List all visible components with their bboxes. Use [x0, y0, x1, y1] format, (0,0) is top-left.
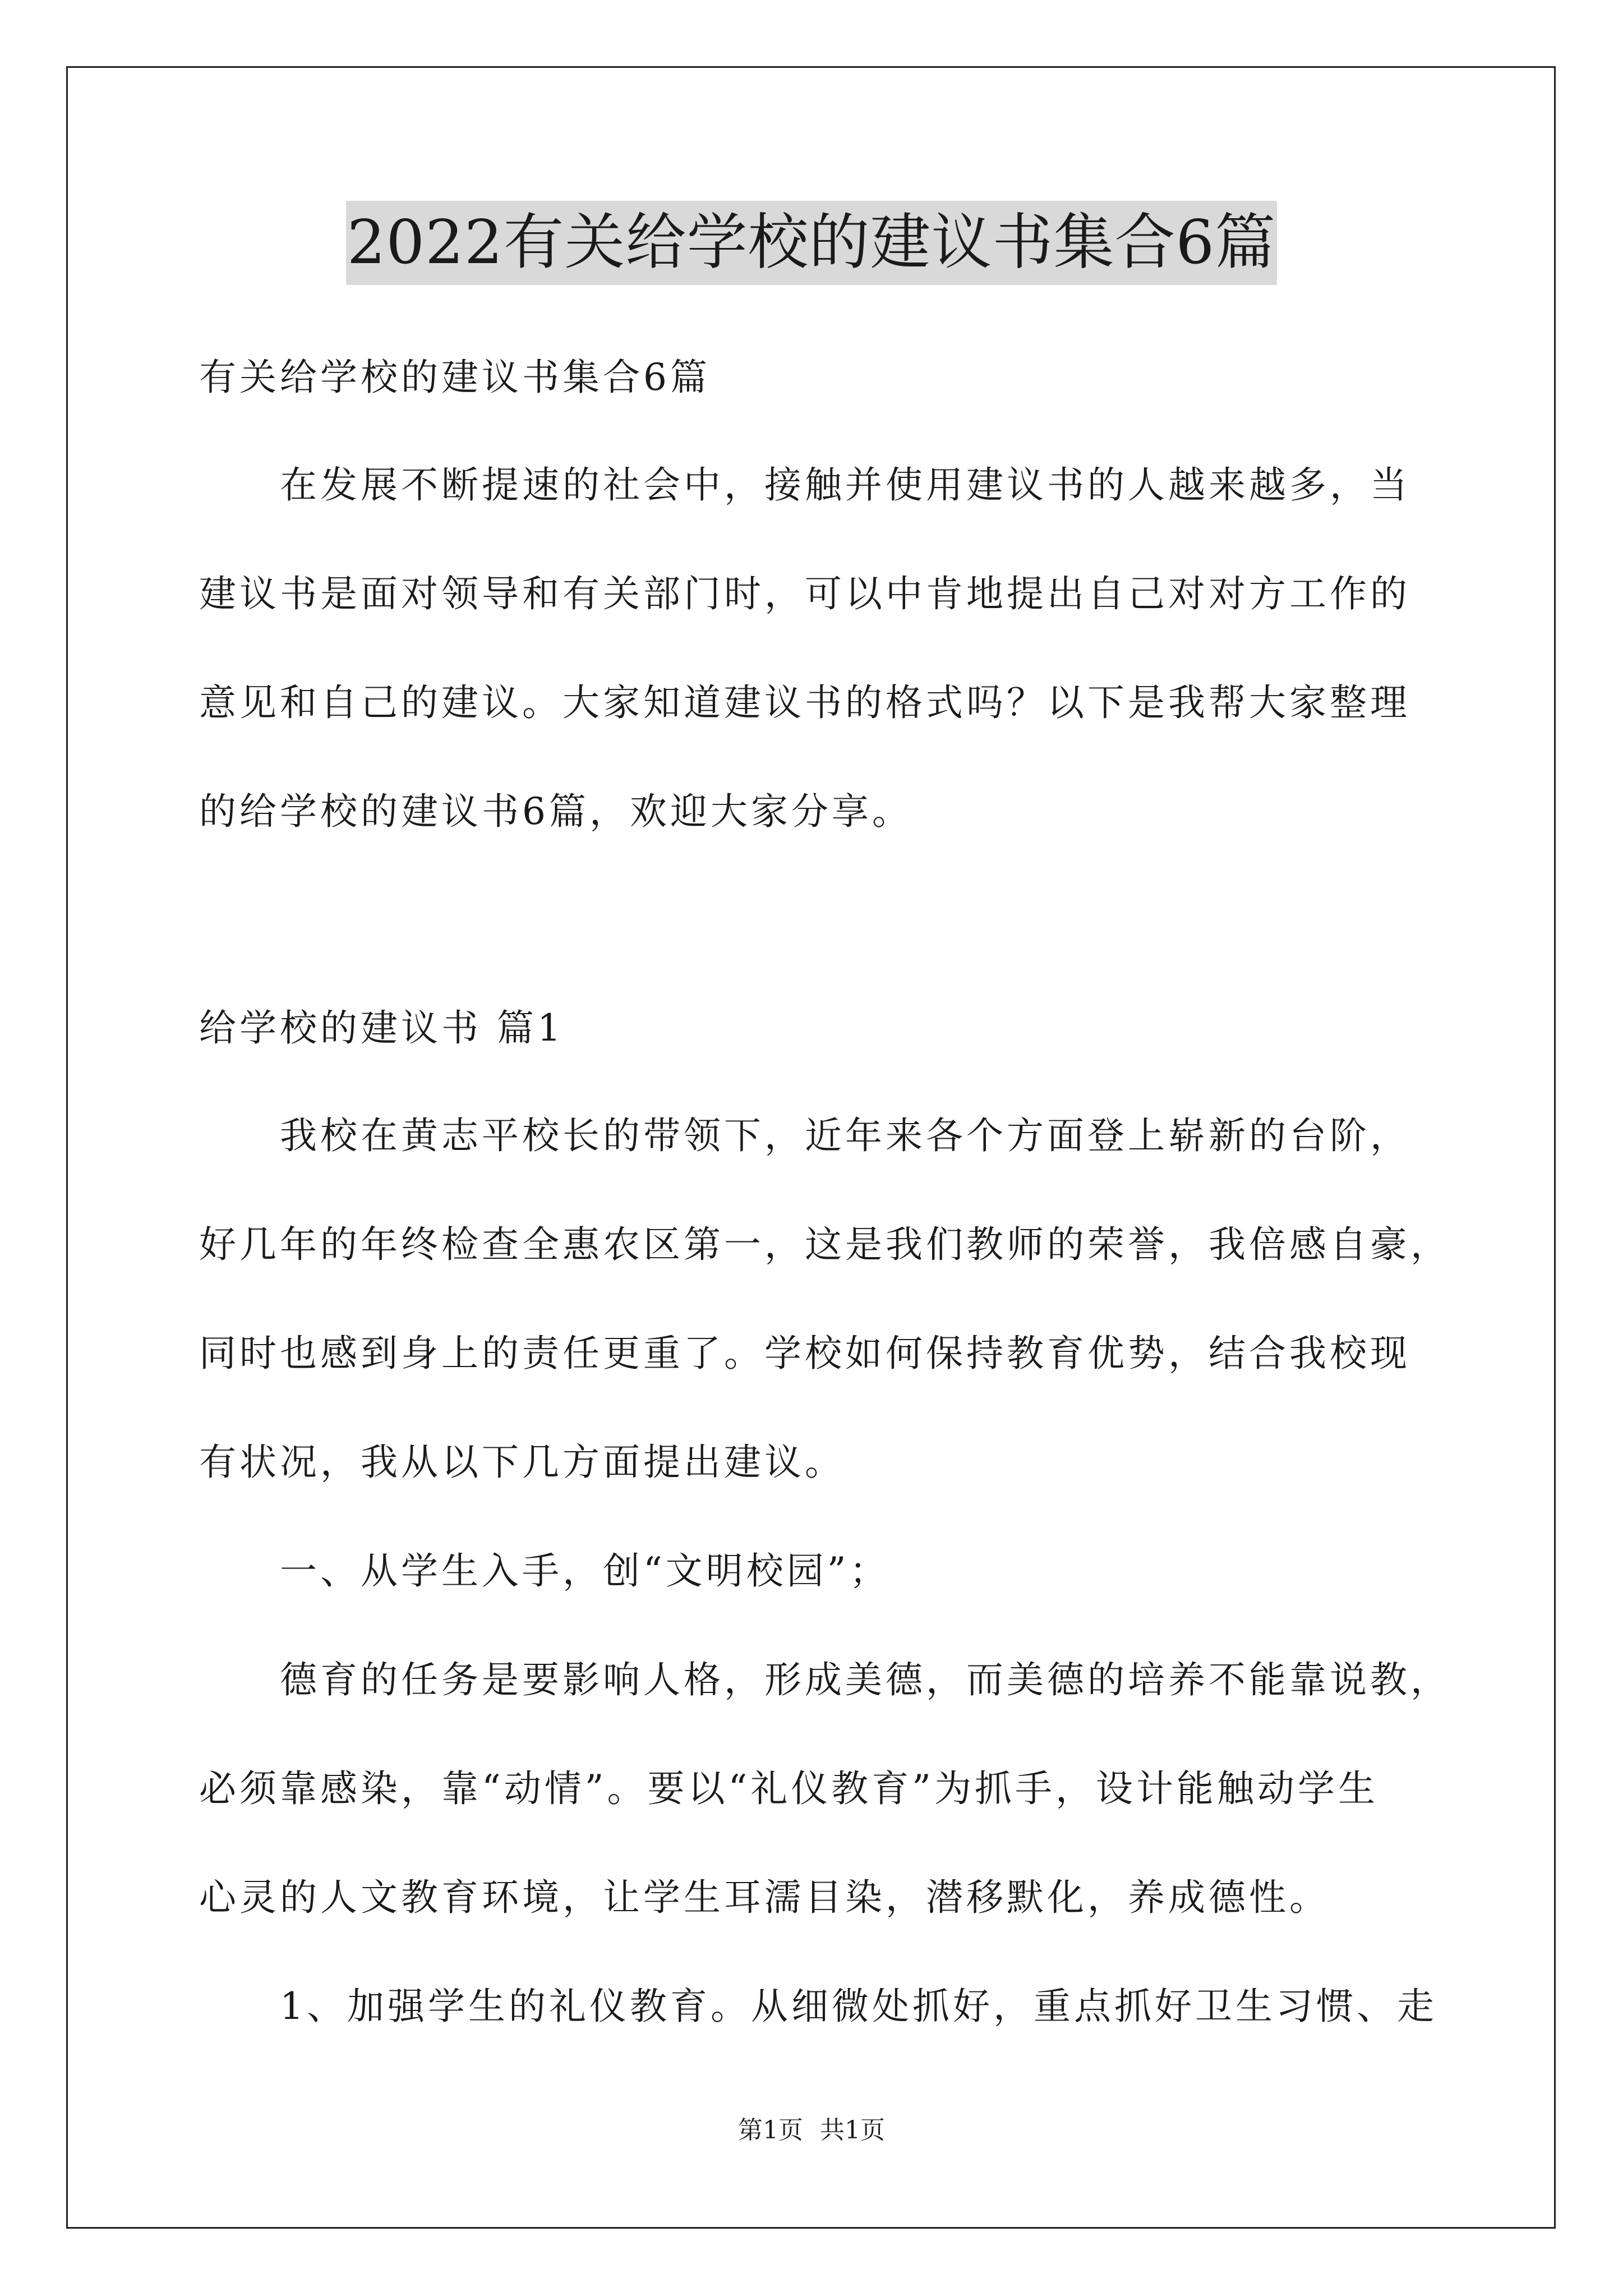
section-line-5: 一、从学生入手，创“文明校园”；	[199, 1549, 890, 1593]
section-line-6: 德育的任务是要影响人格，形成美德，而美德的培养不能靠说教，	[199, 1658, 1451, 1701]
intro-line-3: 意见和自己的建议。大家知道建议书的格式吗？以下是我帮大家整理	[199, 681, 1410, 724]
intro-line-4: 的给学校的建议书6篇，欢迎大家分享。	[199, 790, 912, 833]
title-container	[0, 201, 1623, 285]
intro-line-1: 在发展不断提速的社会中，接触并使用建议书的人越来越多，当	[199, 463, 1410, 507]
section-line-3: 同时也感到身上的责任更重了。学校如何保持教育优势，结合我校现	[199, 1332, 1410, 1375]
section-line-7: 必须靠感染，靠“动情”。要以“礼仪教育”为抓手，设计能触动学生	[199, 1767, 1378, 1810]
section-line-8: 心灵的人文教育环境，让学生耳濡目染，潜移默化，养成德性。	[199, 1876, 1330, 1919]
page-total: 共1页	[820, 2116, 885, 2145]
section-line-4: 有状况，我从以下几方面提出建议。	[199, 1441, 845, 1484]
page-footer	[0, 2114, 1623, 2147]
document-subtitle: 有关给学校的建议书集合6篇	[199, 356, 711, 399]
intro-line-2: 建议书是面对领导和有关部门时，可以中肯地提出自己对对方工作的	[199, 572, 1410, 615]
document-title: 2022有关给学校的建议书集合6篇	[346, 201, 1278, 285]
section-line-2: 好几年的年终检查全惠农区第一，这是我们教师的荣誉，我倍感自豪，	[199, 1223, 1451, 1266]
section-heading: 给学校的建议书 篇1	[199, 1006, 564, 1050]
section-line-1: 我校在黄志平校长的带领下，近年来各个方面登上崭新的台阶，	[199, 1114, 1410, 1157]
page-number: 第1页	[738, 2116, 803, 2145]
section-line-9: 1、加强学生的礼仪教育。从细微处抓好，重点抓好卫生习惯、走	[199, 1985, 1437, 2028]
